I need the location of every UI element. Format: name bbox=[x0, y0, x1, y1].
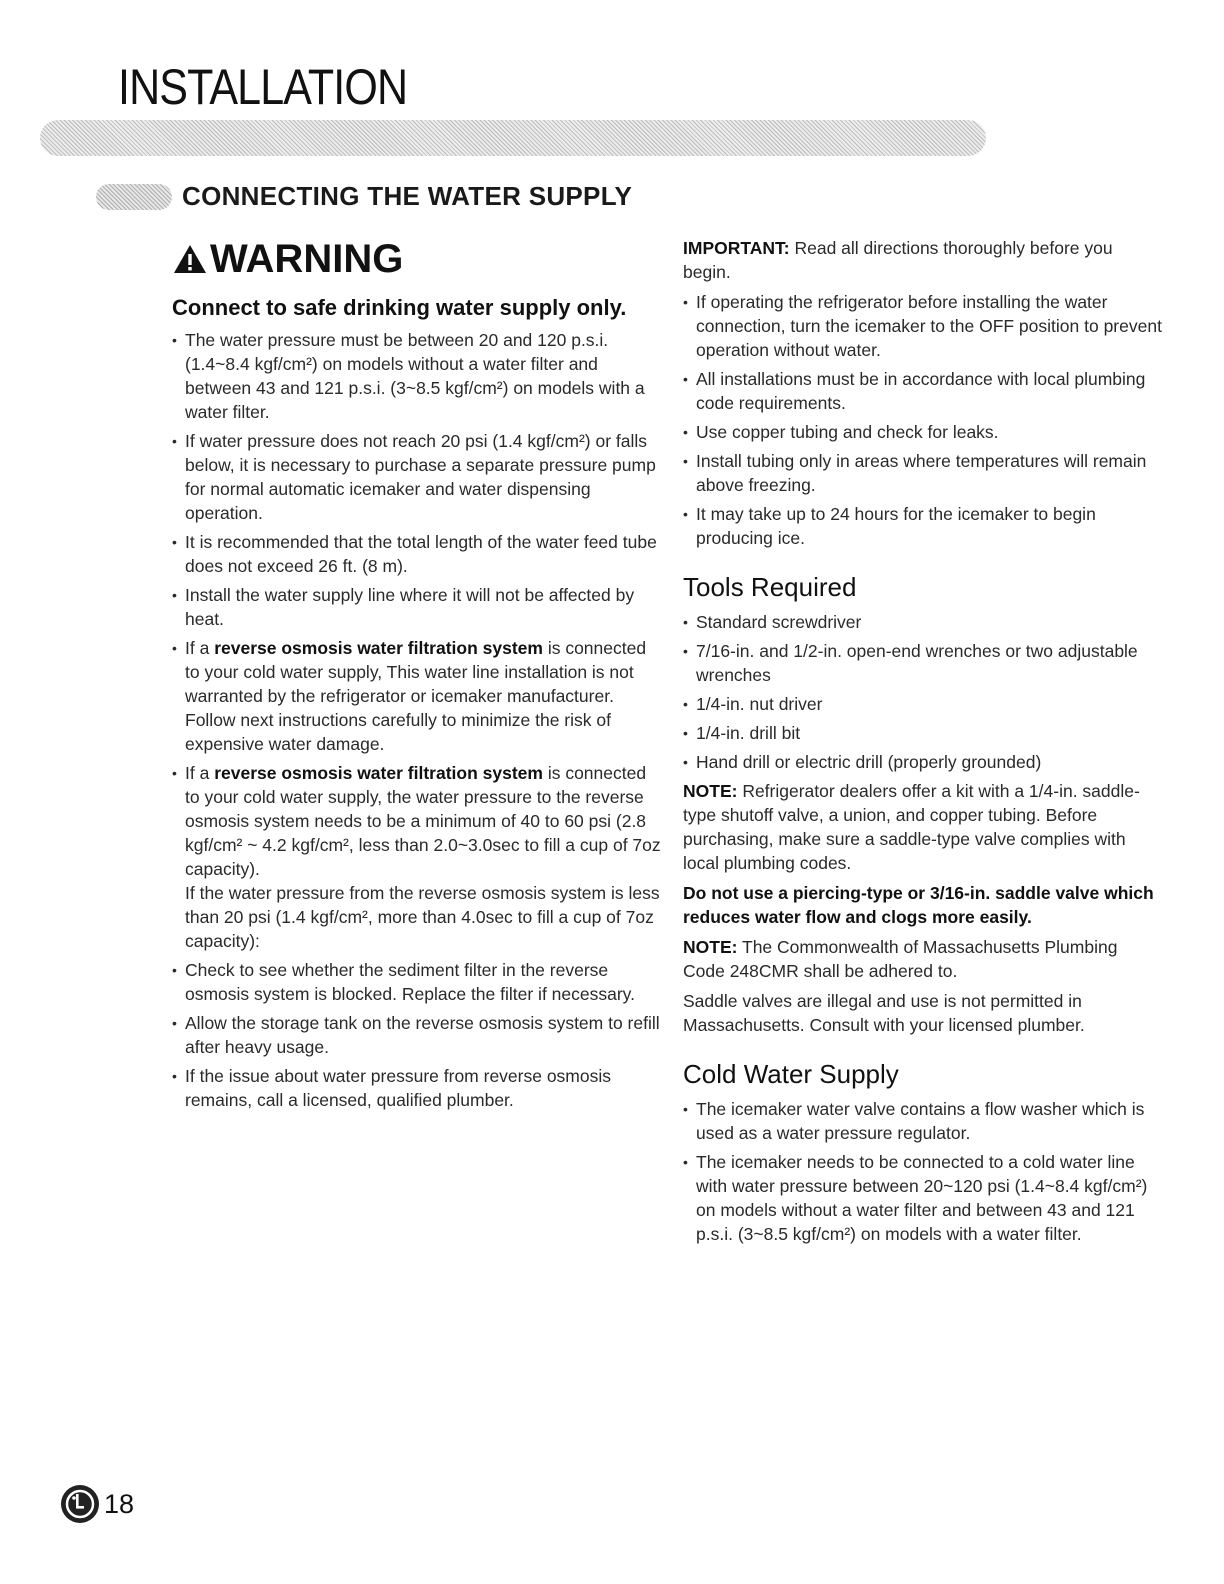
list-item: • Hand drill or electric drill (properly grounded) bbox=[683, 750, 1163, 774]
note-text: Refrigerator dealers offer a kit with a 1/4-in. saddle-type shutoff valve, a union, and copper tubing. Before purchasing, make sure a saddle-type valve complies with local plumbing codes. bbox=[683, 781, 1140, 873]
list-item: • Install the water supply line where it will not be affected by heat. bbox=[172, 583, 662, 631]
section-marker-decoration bbox=[96, 184, 172, 210]
section-title: CONNECTING THE WATER SUPPLY bbox=[182, 181, 633, 211]
saddle-valve-warning: Do not use a piercing-type or 3/16-in. saddle valve which reduces water flow and clogs more easily. bbox=[683, 883, 1154, 927]
list-item-continuation: If the water pressure from the reverse osmosis system is less than 20 psi (1.4 kgf/cm², more than 4.0sec to fill a cup of 7oz capacity): bbox=[185, 883, 660, 951]
warning-list bbox=[172, 328, 662, 1112]
list-item: • The icemaker water valve contains a flow washer which is used as a water pressure regulator. bbox=[683, 1097, 1163, 1145]
note-text: The Commonwealth of Massachusetts Plumbing Code 248CMR shall be adhered to. bbox=[683, 937, 1118, 981]
warning-subtitle: Connect to safe drinking water supply only. bbox=[172, 295, 627, 320]
list-item: • 1/4-in. nut driver bbox=[683, 692, 1163, 716]
important-label: IMPORTANT: bbox=[683, 238, 790, 258]
page-number: 18 bbox=[104, 1488, 135, 1519]
list-item: • It is recommended that the total length of the water feed tube does not exceed 26 ft. (8 m). bbox=[172, 530, 662, 578]
list-item: • Standard screwdriver bbox=[683, 610, 1163, 634]
list-item: • The icemaker needs to be connected to a cold water line with water pressure between 20~120 psi (1.4~8.4 kgf/cm²) on models without a water filter and between 43 and 121 p.s.i. (3~8.5 kgf/cm²) on models with a water filter. bbox=[683, 1150, 1163, 1246]
list-item: • If operating the refrigerator before installing the water connection, turn the icemaker to the OFF position to prevent operation without water. bbox=[683, 290, 1163, 362]
tools-list bbox=[683, 610, 1163, 774]
list-item-text: If a bbox=[185, 638, 215, 658]
list-item: • Allow the storage tank on the reverse osmosis system to refill after heavy usage. bbox=[172, 1011, 662, 1059]
page-title: INSTALLATION bbox=[118, 59, 408, 115]
list-item-bold: reverse osmosis water filtration system bbox=[214, 638, 543, 658]
tools-heading: Tools Required bbox=[683, 572, 857, 602]
cold-water-list bbox=[683, 1097, 1163, 1246]
note-paragraph bbox=[683, 779, 1163, 875]
list-item bbox=[172, 761, 662, 953]
cold-water-heading: Cold Water Supply bbox=[683, 1059, 899, 1089]
right-column bbox=[683, 236, 1163, 1251]
list-item-bold: reverse osmosis water filtration system bbox=[214, 763, 543, 783]
list-item: • If the issue about water pressure from reverse osmosis remains, call a licensed, qualified plumber. bbox=[172, 1064, 662, 1112]
list-item: • All installations must be in accordance with local plumbing code requirements. bbox=[683, 367, 1163, 415]
list-item: • 1/4-in. drill bit bbox=[683, 721, 1163, 745]
list-item-text: is connected to your cold water supply, This water line installation is not warranted by the refrigerator or icemaker manufacturer. Follow next instructions carefully to minimize the risk of expensive water damage. bbox=[185, 638, 647, 754]
massachusetts-paragraph: Saddle valves are illegal and use is not permitted in Massachusetts. Consult with your licensed plumber. bbox=[683, 991, 1085, 1035]
warning-heading bbox=[172, 232, 662, 286]
warning-label: WARNING bbox=[210, 237, 404, 281]
list-item: • It may take up to 24 hours for the icemaker to begin producing ice. bbox=[683, 502, 1163, 550]
page-footer bbox=[60, 1484, 134, 1524]
list-item-text: If a bbox=[185, 763, 215, 783]
list-item bbox=[172, 636, 662, 756]
list-item-text: is connected to your cold water supply, the water pressure to the reverse osmosis system needs to be a minimum of 40 to 60 psi (2.8 kgf/cm² ~ 4.2 kgf/cm², less than 2.0~3.0sec to fill a cup of 7oz capacity). bbox=[185, 763, 661, 879]
title-bar-decoration bbox=[40, 120, 986, 156]
important-paragraph bbox=[683, 236, 1163, 284]
list-item: • If water pressure does not reach 20 psi (1.4 kgf/cm²) or falls below, it is necessary to purchase a separate pressure pump for normal automatic icemaker and water dispensing operation. bbox=[172, 429, 662, 525]
left-column bbox=[172, 232, 662, 1117]
important-list bbox=[683, 290, 1163, 550]
list-item: • The water pressure must be between 20 and 120 p.s.i. (1.4~8.4 kgf/cm²) on models without a water filter and between 43 and 121 p.s.i. (3~8.5 kgf/cm²) on models with a water filter. bbox=[172, 328, 662, 424]
note-label: NOTE: bbox=[683, 937, 738, 957]
list-item: • Check to see whether the sediment filter in the reverse osmosis system is blocked. Replace the filter if necessary. bbox=[172, 958, 662, 1006]
list-item: • Use copper tubing and check for leaks. bbox=[683, 420, 1163, 444]
warning-triangle-icon bbox=[172, 243, 208, 275]
list-item: • Install tubing only in areas where temperatures will remain above freezing. bbox=[683, 449, 1163, 497]
note-label: NOTE: bbox=[683, 781, 738, 801]
note-paragraph bbox=[683, 935, 1163, 983]
important-text: Read all directions thoroughly before you begin. bbox=[683, 238, 1113, 282]
lg-logo-icon bbox=[60, 1484, 100, 1524]
list-item: • 7/16-in. and 1/2-in. open-end wrenches or two adjustable wrenches bbox=[683, 639, 1163, 687]
